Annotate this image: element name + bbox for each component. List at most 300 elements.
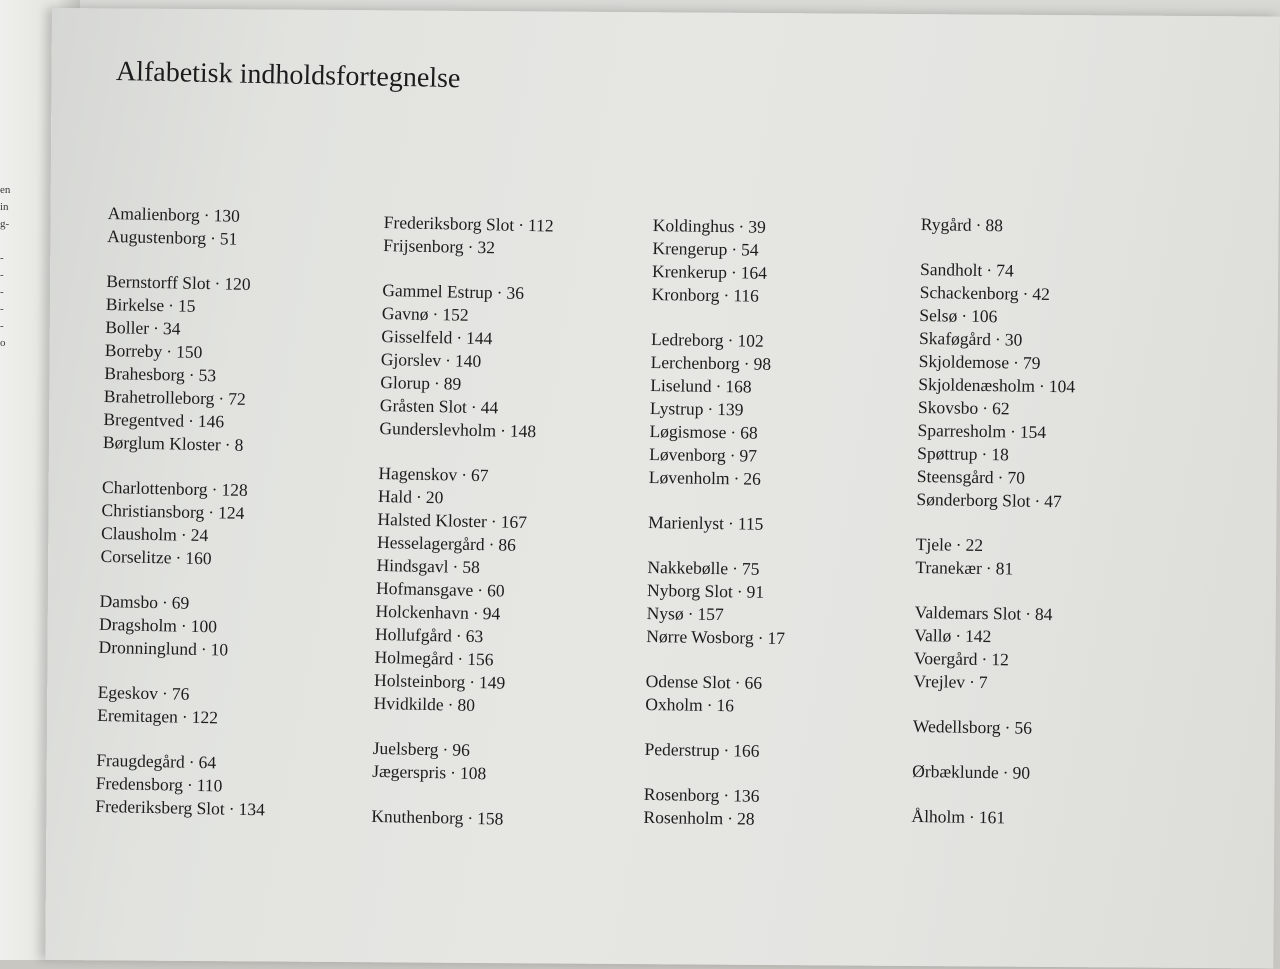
entry-page-number: 139: [717, 399, 744, 420]
entry-separator: ·: [452, 556, 459, 577]
entry-separator: ·: [496, 282, 503, 303]
index-entry: [107, 225, 377, 254]
entry-page-number: 51: [219, 228, 238, 249]
entry-separator: ·: [729, 445, 736, 466]
entry-page-number: 89: [443, 373, 462, 394]
entry-name: Oxholm: [645, 693, 703, 715]
entry-page-number: 108: [459, 762, 487, 784]
index-letter-group: [644, 738, 914, 765]
index-entry: [916, 488, 1186, 515]
entry-page-number: 149: [478, 672, 506, 693]
entry-page-number: 148: [509, 420, 537, 442]
entry-name: Løgismose: [649, 420, 727, 443]
entry-page-number: 97: [739, 445, 758, 466]
entry-name: Skjoldemose: [918, 350, 1010, 373]
entry-page-number: 64: [198, 752, 217, 773]
index-letter-group: [913, 715, 1183, 742]
entry-separator: ·: [985, 558, 992, 579]
entry-name: Rosenholm: [643, 806, 724, 829]
entry-page-number: 28: [736, 808, 755, 829]
entry-separator: ·: [455, 625, 462, 646]
index-entry: [373, 692, 643, 721]
entry-page-number: 140: [454, 350, 482, 372]
entry-separator: ·: [188, 751, 195, 772]
entry-page-number: 8: [234, 434, 244, 455]
entry-name: Sandholt: [919, 258, 983, 280]
entry-name: Ålholm: [911, 805, 966, 827]
index-letter-group: [912, 760, 1182, 787]
index-entry: [645, 693, 915, 720]
entry-separator: ·: [981, 443, 988, 465]
entry-page-number: 53: [198, 364, 217, 386]
entry-page-number: 22: [965, 534, 984, 556]
index-entry: [379, 417, 649, 446]
entry-name: Børglum Kloster: [102, 431, 221, 455]
entry-page-number: 102: [737, 330, 764, 351]
entry-separator: ·: [1038, 375, 1045, 396]
index-letter-group: [643, 783, 914, 833]
entry-page-number: 100: [190, 615, 218, 637]
index-entry: [648, 511, 918, 538]
entry-name: Gavnø: [381, 302, 429, 324]
entry-name: Brahesborg: [104, 362, 185, 385]
entry-name: Gråsten Slot: [379, 394, 468, 417]
index-letter-group: [645, 670, 916, 720]
entry-page-number: 134: [238, 798, 266, 820]
entry-separator: ·: [188, 364, 195, 385]
entry-separator: ·: [1012, 352, 1020, 373]
index-entry: [643, 806, 913, 833]
entry-separator: ·: [730, 262, 737, 283]
entry-separator: ·: [180, 615, 187, 636]
entry-name: Gammel Estrup: [382, 279, 493, 303]
entry-page-number: 128: [221, 479, 248, 500]
entry-name: Frijsenborg: [383, 234, 464, 257]
entry-separator: ·: [228, 798, 235, 819]
entry-page-number: 161: [978, 806, 1006, 828]
entry-separator: ·: [736, 581, 743, 602]
entry-separator: ·: [499, 420, 507, 441]
entry-separator: ·: [982, 397, 989, 419]
entry-page-number: 70: [1007, 467, 1026, 488]
entry-separator: ·: [472, 602, 479, 624]
entry-page-number: 63: [465, 625, 484, 647]
entry-name: Skjoldenæsholm: [918, 373, 1036, 396]
entry-separator: ·: [442, 739, 449, 760]
entry-name: Ørbæklunde: [912, 760, 999, 783]
entry-page-number: 86: [498, 534, 517, 555]
entry-separator: ·: [733, 468, 740, 489]
entry-page-number: 120: [224, 273, 251, 295]
entry-separator: ·: [955, 534, 962, 555]
entry-name: Skovsbo: [917, 396, 979, 418]
index-entry: [103, 431, 373, 460]
index-letter-group: [379, 279, 652, 446]
index-letter-group: [913, 601, 1184, 697]
entry-separator: ·: [727, 330, 734, 351]
entry-page-number: 10: [210, 639, 229, 660]
entry-separator: ·: [1002, 762, 1009, 783]
entry-page-number: 154: [1019, 421, 1047, 442]
index-letter-group: [915, 533, 1186, 583]
entry-separator: ·: [467, 807, 474, 828]
entry-name: Vallø: [914, 624, 952, 646]
entry-page-number: 110: [196, 774, 223, 796]
entry-separator: ·: [469, 671, 476, 693]
entry-name: Halsted Kloster: [377, 508, 488, 532]
entry-page-number: 68: [740, 422, 758, 443]
entry-name: Glorup: [380, 371, 431, 393]
entry-page-number: 130: [213, 205, 241, 226]
entry-name: Dronninglund: [98, 636, 198, 659]
entry-page-number: 150: [175, 341, 203, 363]
entry-page-number: 20: [425, 486, 444, 508]
page-title: Alfabetisk indholdsfortegnelse: [115, 56, 461, 95]
index-entry: [372, 760, 642, 789]
entry-name: Eremitagen: [97, 704, 179, 727]
index-letter-group: [646, 556, 917, 652]
entry-separator: ·: [1004, 717, 1011, 738]
entry-separator: ·: [161, 683, 169, 704]
entry-name: Hald: [377, 485, 413, 507]
entry-name: Knuthenborg: [371, 805, 464, 828]
index-entry: [912, 760, 1182, 787]
entry-page-number: 167: [500, 511, 528, 533]
entry-page-number: 164: [740, 262, 768, 283]
entry-name: Lerchenborg: [650, 351, 740, 374]
entry-separator: ·: [444, 350, 452, 371]
entry-name: Ledreborg: [650, 328, 724, 351]
index-entry: [95, 795, 365, 824]
entry-page-number: 90: [1012, 762, 1031, 783]
entry-separator: ·: [449, 762, 457, 783]
entry-name: Gjorslev: [380, 348, 442, 371]
entry-page-number: 17: [767, 627, 786, 649]
entry-separator: ·: [517, 214, 525, 235]
entry-page-number: 56: [1014, 717, 1033, 738]
index-entry: [652, 283, 922, 310]
entry-separator: ·: [1034, 490, 1041, 511]
entry-page-number: 116: [733, 285, 760, 306]
index-letter-group: [916, 258, 1190, 515]
entry-separator: ·: [706, 694, 713, 715]
entry-separator: ·: [490, 511, 497, 532]
entry-separator: ·: [994, 329, 1001, 350]
entry-page-number: 81: [995, 558, 1014, 579]
entry-name: Marienlyst: [648, 511, 725, 534]
entry-name: Koldinghus: [652, 214, 735, 237]
entry-page-number: 104: [1048, 376, 1076, 397]
entry-page-number: 36: [506, 282, 525, 303]
index-entry: [649, 466, 919, 493]
entry-separator: ·: [214, 273, 221, 294]
entry-name: Hofmansgave: [375, 577, 474, 600]
entry-separator: ·: [186, 774, 194, 795]
entry-page-number: 69: [171, 592, 190, 613]
entry-separator: ·: [1009, 421, 1017, 442]
entry-separator: ·: [968, 671, 976, 692]
entry-page-number: 106: [971, 305, 998, 327]
entry-separator: ·: [687, 603, 694, 624]
entry-separator: ·: [738, 216, 745, 237]
entry-separator: ·: [456, 327, 463, 348]
entry-name: Amalienborg: [107, 202, 200, 225]
entry-separator: ·: [152, 317, 160, 339]
index-letter-group: [100, 476, 372, 574]
entry-name: Borreby: [104, 339, 163, 362]
entry-name: Løvenborg: [649, 443, 726, 466]
entry-page-number: 58: [462, 556, 481, 578]
entry-separator: ·: [955, 625, 962, 646]
entry-name: Egeskov: [97, 681, 159, 704]
entry-page-number: 39: [748, 216, 766, 237]
entry-name: Nysø: [646, 602, 684, 624]
entry-page-number: 26: [743, 468, 762, 489]
entry-name: Damsbo: [99, 590, 159, 613]
entry-page-number: 94: [482, 603, 501, 624]
entry-separator: ·: [1025, 603, 1032, 624]
index-entry: [371, 805, 641, 834]
entry-separator: ·: [1022, 283, 1029, 304]
entry-separator: ·: [461, 464, 468, 485]
entry-page-number: 7: [978, 671, 988, 693]
entry-name: Sparresholm: [917, 419, 1007, 442]
entry-page-number: 166: [733, 740, 760, 761]
entry-separator: ·: [757, 627, 764, 648]
entry-name: Selsø: [919, 304, 958, 326]
index-letter-group: [652, 214, 923, 310]
index-entry: [913, 715, 1183, 742]
entry-separator: ·: [743, 353, 750, 374]
entry-name: Rosenborg: [643, 783, 720, 806]
entry-separator: ·: [457, 648, 464, 669]
index-letter-group: [103, 270, 377, 460]
index-letter-group: [648, 511, 918, 538]
entry-page-number: 79: [1022, 352, 1041, 373]
entry-page-number: 12: [991, 649, 1009, 670]
entry-name: Charlottenborg: [101, 476, 208, 500]
entry-page-number: 160: [185, 547, 212, 569]
entry-page-number: 18: [991, 444, 1010, 465]
entry-name: Tjele: [915, 533, 952, 555]
entry-separator: ·: [731, 558, 739, 579]
entry-separator: ·: [180, 524, 187, 545]
entry-separator: ·: [731, 239, 738, 260]
index-letter-group: [371, 805, 641, 834]
index-entry: [913, 670, 1183, 697]
index-letter-group: [95, 749, 366, 824]
index-column-1: [95, 202, 378, 846]
entry-name: Christiansborg: [101, 499, 205, 523]
index-letter-group: [372, 737, 643, 789]
index-letter-group: [383, 211, 654, 263]
entry-name: Hvidkilde: [373, 692, 444, 715]
entry-page-number: 15: [177, 295, 196, 316]
entry-name: Nørre Wosborg: [646, 625, 754, 648]
entry-name: Bernstorff Slot: [106, 270, 211, 294]
entry-name: Voergård: [913, 647, 978, 669]
entry-name: Hollufgård: [374, 623, 453, 646]
entry-separator: ·: [208, 502, 215, 523]
entry-page-number: 32: [477, 236, 496, 258]
entry-name: Liselund: [650, 374, 712, 396]
entry-name: Brahetrolleborg: [103, 385, 215, 409]
entry-page-number: 76: [171, 683, 190, 704]
index-entry: [644, 738, 914, 765]
entry-name: Boller: [105, 316, 150, 338]
entry-name: Gisselfeld: [381, 325, 453, 348]
entry-name: Rygård: [920, 213, 972, 235]
entry-separator: ·: [981, 649, 988, 670]
index-entry: [646, 625, 916, 652]
entry-page-number: 91: [746, 581, 765, 602]
index-letter-group: [373, 462, 648, 721]
entry-page-number: 34: [162, 318, 181, 339]
entry-separator: ·: [181, 706, 188, 727]
entry-page-number: 112: [527, 215, 554, 236]
entry-name: Holckenhavn: [375, 600, 470, 623]
entry-page-number: 144: [465, 327, 493, 349]
entry-separator: ·: [707, 398, 714, 419]
entry-page-number: 152: [442, 304, 469, 325]
entry-separator: ·: [447, 694, 454, 715]
entry-name: Bregentved: [103, 408, 185, 431]
entry-separator: ·: [433, 373, 441, 394]
entry-name: Hagenskov: [378, 462, 458, 485]
facing-page-text: en in g- - - - - - o: [0, 184, 11, 349]
index-letter-group: [98, 590, 369, 665]
entry-page-number: 115: [737, 513, 764, 534]
entry-separator: ·: [975, 214, 982, 235]
index-letter-group: [107, 202, 378, 254]
index-column-3: [643, 214, 923, 855]
entry-name: Frederiksborg Slot: [383, 211, 515, 235]
entry-name: Hesselagergård: [376, 531, 485, 555]
entry-name: Tranekær: [915, 556, 983, 578]
index-entry: [911, 805, 1181, 832]
entry-separator: ·: [167, 295, 175, 316]
index-column-2: [371, 211, 654, 856]
entry-name: Birkelse: [105, 293, 165, 316]
entry-separator: ·: [467, 236, 474, 257]
entry-name: Odense Slot: [645, 670, 731, 693]
entry-page-number: 157: [697, 603, 724, 625]
entry-separator: ·: [175, 547, 182, 568]
index-entry: [97, 704, 367, 733]
entry-name: Wedellsborg: [912, 715, 1001, 738]
entry-page-number: 98: [753, 353, 772, 374]
entry-page-number: 30: [1004, 329, 1023, 350]
entry-name: Hindsgavl: [376, 554, 449, 577]
entry-name: Dragsholm: [98, 613, 178, 636]
entry-page-number: 42: [1032, 283, 1051, 305]
entry-page-number: 66: [744, 672, 763, 693]
entry-name: Løvenholm: [648, 466, 730, 489]
entry-separator: ·: [203, 205, 210, 226]
entry-page-number: 80: [457, 694, 476, 716]
entry-separator: ·: [415, 486, 423, 507]
entry-page-number: 158: [476, 808, 504, 829]
entry-page-number: 156: [466, 648, 494, 670]
entry-page-number: 62: [991, 398, 1010, 419]
entry-name: Corselitze: [100, 545, 172, 568]
entry-name: Pederstrup: [644, 738, 720, 761]
entry-separator: ·: [715, 376, 722, 397]
entry-separator: ·: [723, 740, 730, 761]
entry-separator: ·: [488, 534, 495, 555]
entry-name: Spøttrup: [917, 442, 978, 464]
entry-separator: ·: [224, 434, 231, 455]
entry-separator: ·: [986, 260, 993, 281]
entry-page-number: 67: [470, 464, 489, 486]
entry-page-number: 142: [964, 625, 992, 647]
entry-page-number: 74: [996, 260, 1014, 281]
entry-separator: ·: [727, 808, 734, 829]
entry-page-number: 124: [217, 502, 245, 523]
entry-separator: ·: [734, 672, 741, 693]
entry-name: Holmegård: [374, 646, 454, 669]
entry-page-number: 88: [985, 215, 1004, 236]
entry-name: Fredensborg: [95, 772, 184, 795]
entry-page-number: 24: [190, 524, 209, 546]
entry-page-number: 136: [733, 785, 760, 806]
index-entry: [98, 636, 368, 665]
entry-name: Valdemars Slot: [914, 601, 1022, 624]
entry-name: Augustenborg: [107, 225, 207, 249]
entry-name: Nyborg Slot: [646, 579, 733, 602]
entry-separator: ·: [218, 388, 225, 409]
entry-name: Holsteinborg: [373, 669, 466, 692]
entry-name: Frederiksberg Slot: [95, 795, 226, 819]
entry-separator: ·: [961, 305, 968, 326]
entry-separator: ·: [730, 422, 737, 443]
entry-separator: ·: [187, 410, 195, 431]
entry-page-number: 16: [716, 695, 735, 716]
index-letter-group: [97, 681, 368, 733]
entry-name: Jægerspris: [372, 760, 447, 783]
entry-name: Juelsberg: [372, 737, 439, 760]
entry-name: Nakkebølle: [647, 556, 729, 579]
entry-name: Krengerup: [652, 237, 728, 260]
entry-page-number: 72: [228, 388, 246, 409]
entry-name: Sønderborg Slot: [916, 488, 1031, 511]
index-letter-group: [911, 805, 1181, 832]
entry-page-number: 168: [725, 376, 752, 397]
index-entry: [915, 556, 1185, 583]
entry-separator: ·: [432, 304, 439, 325]
index-letter-group: [649, 328, 921, 493]
entry-name: Gunderslevholm: [379, 417, 497, 441]
entry-page-number: 44: [480, 397, 499, 418]
entry-name: Fraugdegård: [96, 749, 185, 772]
entry-name: Schackenborg: [919, 281, 1019, 304]
entry-separator: ·: [161, 592, 168, 613]
index-entry: [921, 213, 1191, 240]
entry-separator: ·: [200, 639, 207, 660]
entry-name: Steensgård: [916, 465, 994, 488]
entry-name: Vrejlev: [913, 670, 966, 692]
entry-name: Krenkerup: [651, 260, 728, 283]
entry-separator: ·: [723, 285, 730, 306]
entry-page-number: 122: [191, 706, 219, 728]
index-letter-group: [921, 213, 1191, 240]
entry-separator: ·: [166, 341, 173, 362]
entry-page-number: 60: [486, 580, 505, 601]
entry-name: Lystrup: [649, 397, 704, 419]
entry-page-number: 47: [1044, 490, 1062, 512]
entry-separator: ·: [209, 228, 217, 249]
entry-separator: ·: [470, 396, 477, 417]
